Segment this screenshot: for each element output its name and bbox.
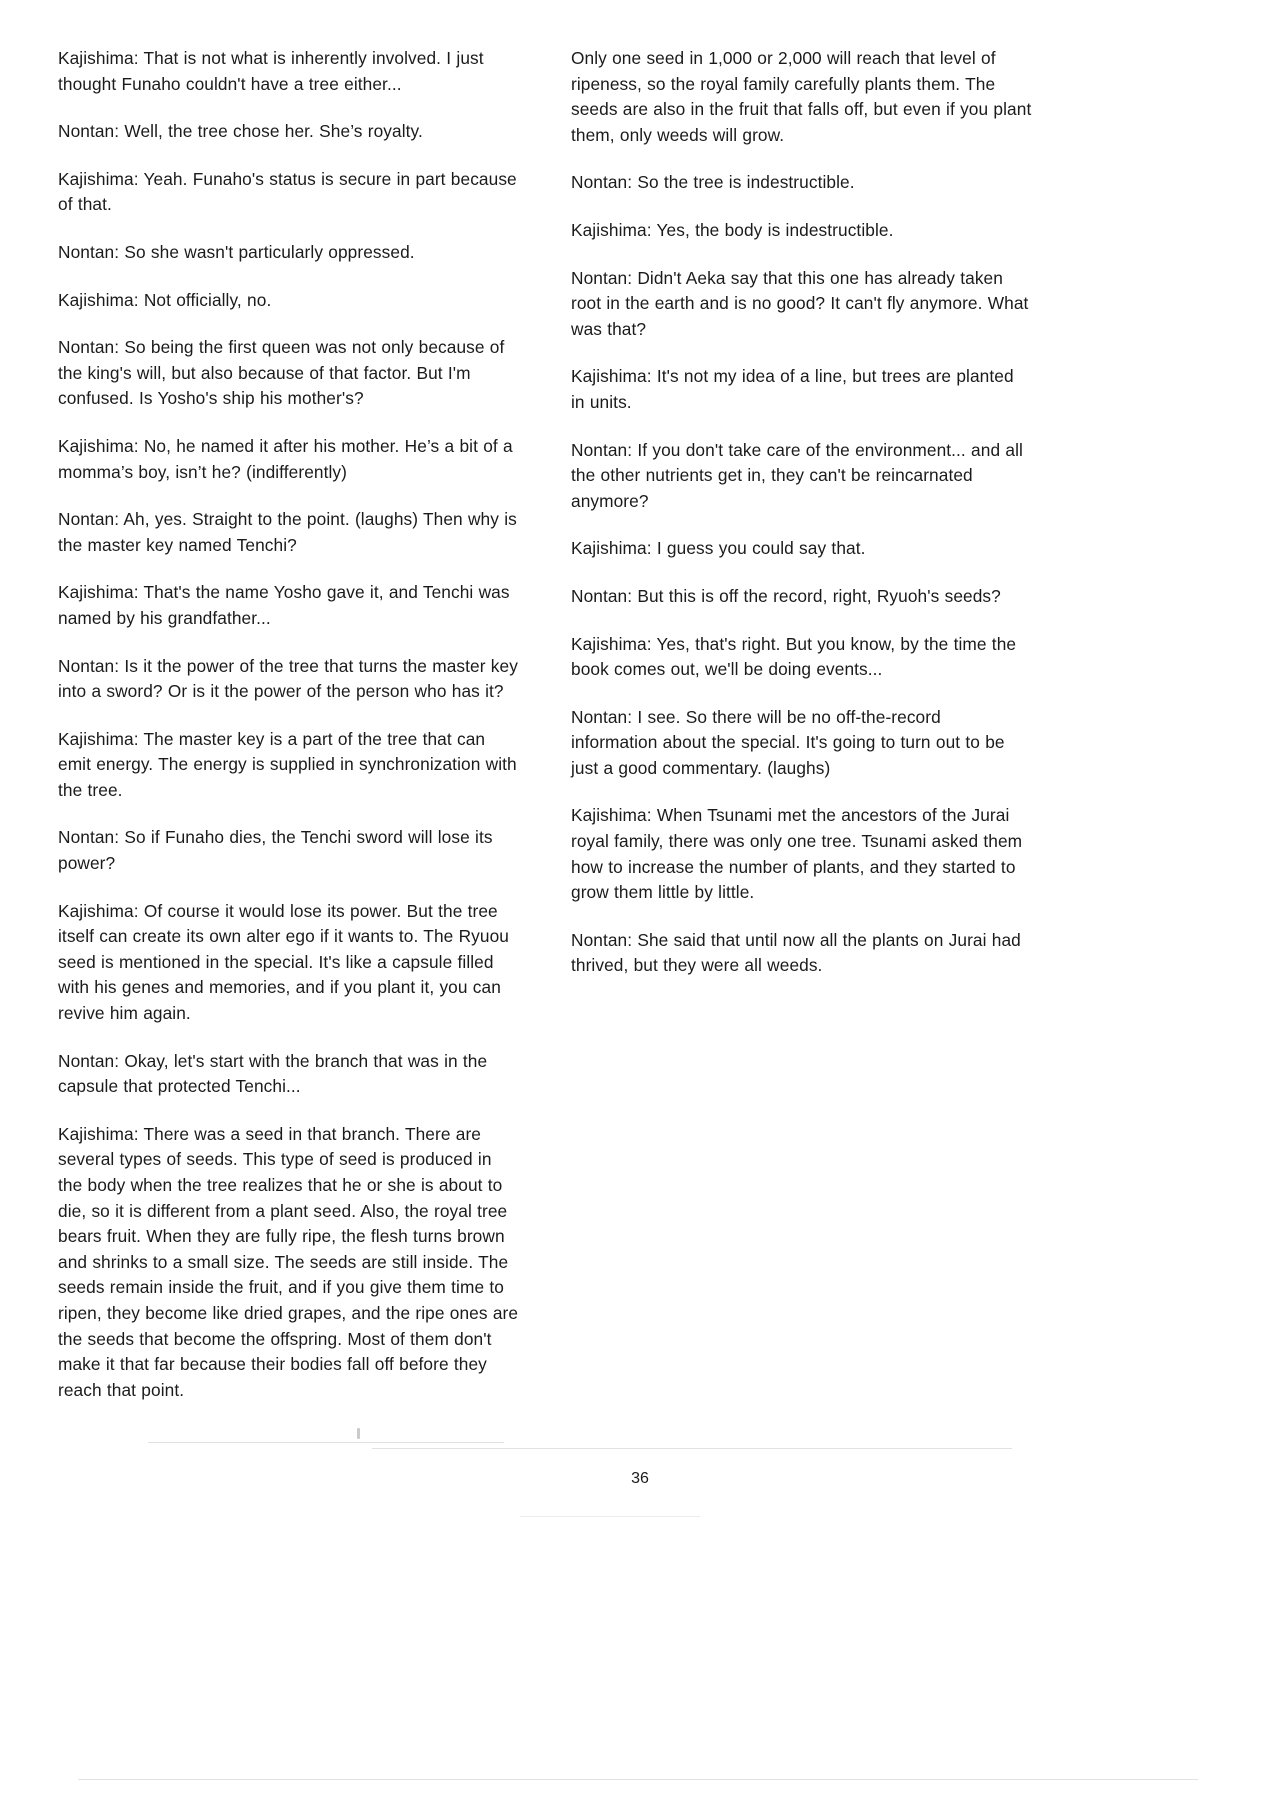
paragraph: Kajishima: There was a seed in that branch. There are several types of seeds. This type of seed is produced in the body when the tree realizes that he or she is about to die, so it is different from a plant seed. Also, the royal tree bears fruit. When they are fully ripe, the flesh turns brown and shrinks to a small size. The seeds are still inside. The seeds remain inside the fruit, and if you give them time to ripen, they become like dried grapes, and the ripe ones are the seeds that become the offspring. Most of them don't make it that far because their bodies fall off before they reach that point. [58, 1123, 519, 1400]
scan-artifact-speck [357, 1428, 360, 1439]
left-column [58, 46, 519, 1425]
paragraph: Kajishima: Yes, the body is indestructible. [571, 219, 894, 240]
paragraph: Nontan: So the tree is indestructible. [571, 172, 855, 193]
paragraph: Nontan: So being the first queen was not only because of the king's will, but also because of that factor. But I'm confused. Is Yosho's ship his mother's? [58, 337, 505, 409]
paragraph: Nontan: So if Funaho dies, the Tenchi sword will lose its power? [58, 827, 493, 874]
scan-artifact-line [520, 1516, 700, 1517]
paragraph: Kajishima: Not officially, no. [58, 289, 272, 310]
paragraph: Only one seed in 1,000 or 2,000 will reach that level of ripeness, so the royal family carefully plants them. The seeds are also in the fruit that falls off, but even if you plant them, only weeds will grow. [571, 48, 1032, 145]
scan-artifact-line [148, 1442, 504, 1443]
paragraph: Kajishima: It's not my idea of a line, but trees are planted in units. [571, 366, 1014, 412]
paragraph: Nontan: But this is off the record, right, Ryuoh's seeds? [571, 585, 1001, 606]
paragraph: Nontan: I see. So there will be no off-the-record information about the special. It's going to turn out to be just a good commentary. (laughs) [571, 706, 1005, 778]
paragraph: Kajishima: Yes, that's right. But you know, by the time the book comes out, we'll be doing events... [571, 633, 1017, 680]
paragraph: Nontan: If you don't take care of the environment... and all the other nutrients get in, they can't be reincarnated anymore? [571, 439, 1023, 511]
paragraph: Kajishima: When Tsunami met the ancestors of the Jurai royal family, there was only one tree. Tsunami asked them how to increase the number of plants, and they started to grow them little by little. [571, 805, 1023, 903]
paragraph: Kajishima: I guess you could say that. [571, 538, 866, 559]
paragraph: Kajishima: Of course it would lose its power. But the tree itself can create its own alter ego if it wants to. The Ryuou seed is mentioned in the special. It's like a capsule filled with his genes and memories, and if you plant it, you can revive him again. [58, 900, 509, 1024]
paragraph: Kajishima: No, he named it after his mother. He’s a bit of a momma’s boy, isn’t he? (indifferently) [58, 435, 513, 482]
paragraph: Kajishima: Yeah. Funaho's status is secure in part because of that. [58, 168, 517, 215]
paragraph: Nontan: She said that until now all the plants on Jurai had thrived, but they were all weeds. [571, 929, 1021, 976]
paragraph: Nontan: Okay, let's start with the branch that was in the capsule that protected Tenchi... [58, 1050, 488, 1097]
paragraph: Nontan: Well, the tree chose her. She’s royalty. [58, 121, 423, 142]
paragraph: Nontan: Is it the power of the tree that turns the master key into a sword? Or is it the power of the person who has it? [58, 655, 518, 702]
paragraph: Nontan: Didn't Aeka say that this one has already taken root in the earth and is no good? It can't fly anymore. What was that? [571, 267, 1029, 339]
scan-artifact-line [78, 1779, 1198, 1780]
paragraph: Nontan: Ah, yes. Straight to the point. (laughs) Then why is the master key named Tenchi? [58, 509, 517, 555]
paragraph: Kajishima: That's the name Yosho gave it, and Tenchi was named by his grandfather... [58, 582, 510, 628]
two-column-layout [58, 46, 1222, 1425]
scan-artifact-line [372, 1448, 1012, 1449]
right-column [571, 46, 1032, 1001]
paragraph: Kajishima: That is not what is inherently involved. I just thought Funaho couldn't have a tree either... [58, 48, 484, 94]
paragraph: Kajishima: The master key is a part of the tree that can emit energy. The energy is supplied in synchronization with the tree. [58, 728, 517, 800]
paragraph: Nontan: So she wasn't particularly oppressed. [58, 241, 415, 262]
page-number: 36 [631, 1470, 649, 1487]
